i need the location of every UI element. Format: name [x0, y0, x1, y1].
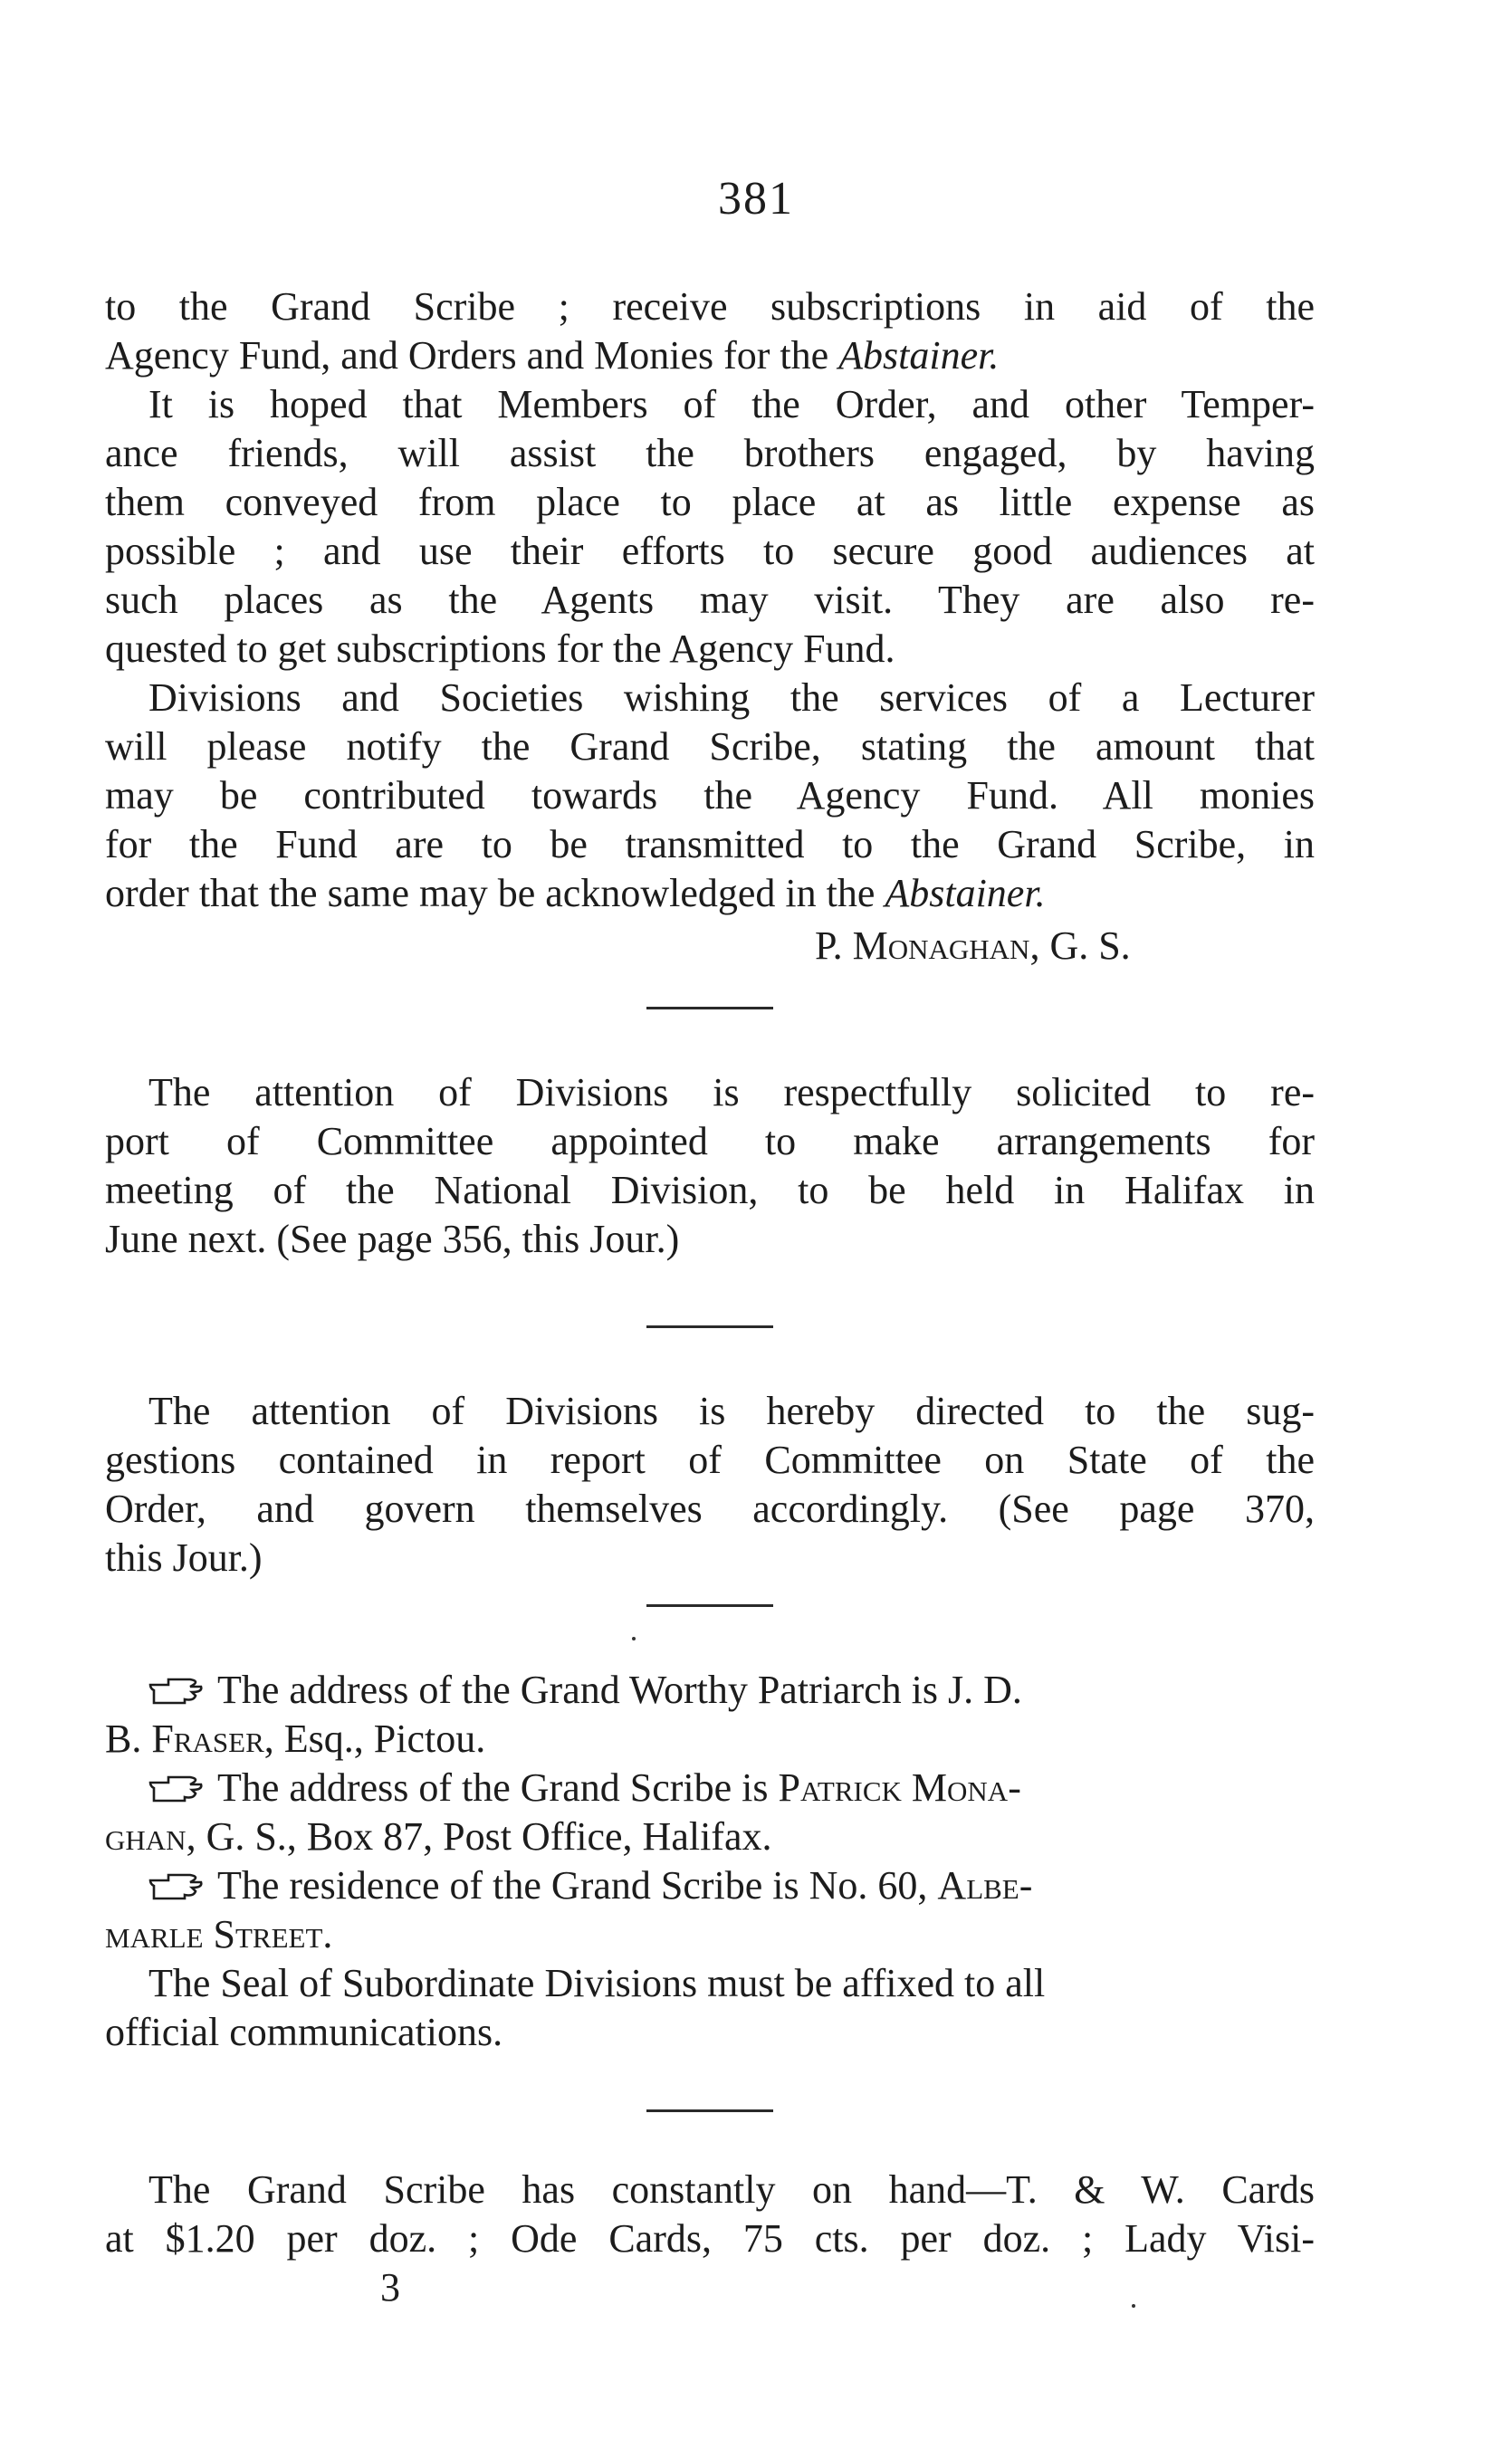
text-line: The attention of Divisions is respectfully solicited to re- [148, 1070, 1315, 1114]
signature-mark: 3 [380, 2265, 400, 2310]
divider [646, 2109, 773, 2112]
text-line: this Jour.) [105, 1535, 263, 1580]
italic-title: Abstainer. [885, 871, 1046, 915]
text-line: meeting of the National Division, to be held in Halifax in [105, 1168, 1315, 1212]
italic-title: Abstainer. [838, 333, 1000, 378]
text-line: order that the same may be acknowledged in the Abstainer. [105, 871, 1046, 915]
text-line: The Grand Scribe has constantly on hand—T. & W. Cards [148, 2167, 1315, 2212]
text-line: Agency Fund, and Orders and Monies for the Abstainer. [105, 333, 1000, 378]
divider [646, 1325, 773, 1328]
signature: P. Monaghan, G. S. [815, 923, 1131, 968]
text-line: official communications. [105, 2010, 503, 2054]
pointing-hand-icon [148, 1767, 205, 1816]
text-line: Order, and govern themselves accordingly. (See page 370, [105, 1487, 1315, 1531]
divider [646, 1604, 773, 1607]
text-line: The address of the Grand Worthy Patriarch is J. D. [148, 1666, 1315, 1718]
text-line: at $1.20 per doz. ; Ode Cards, 75 cts. per doz. ; Lady Visi- [105, 2216, 1315, 2261]
divider [646, 1007, 773, 1009]
text-line: June next. (See page 356, this Jour.) [105, 1217, 680, 1261]
text-line: It is hoped that Members of the Order, and other Temper- [148, 382, 1315, 426]
text-line: gestions contained in report of Committee on State of the [105, 1438, 1315, 1482]
text-line: The residence of the Grand Scribe is No. 60, Albe- [148, 1861, 1315, 1914]
text-line: ance friends, will assist the brothers engaged, by having [105, 431, 1315, 475]
text-line: quested to get subscriptions for the Agency Fund. [105, 626, 895, 671]
text-line: marle Street. [105, 1912, 333, 1956]
text-line: possible ; and use their efforts to secure good audiences at [105, 529, 1315, 573]
text-line: them conveyed from place to place at as little expense as [105, 480, 1315, 524]
text-line: to the Grand Scribe ; receive subscriptions in aid of the [105, 284, 1315, 329]
text-line: for the Fund are to be transmitted to the Grand Scribe, in [105, 822, 1315, 866]
text-line: B. Fraser, Esq., Pictou. [105, 1717, 486, 1761]
text-line: will please notify the Grand Scribe, stating the amount that [105, 724, 1315, 769]
text-line: The Seal of Subordinate Divisions must be affixed to all [148, 1961, 1046, 2005]
ink-dot [632, 1637, 636, 1640]
ink-dot [1132, 2304, 1135, 2308]
text-line: The attention of Divisions is hereby directed to the sug- [148, 1389, 1315, 1433]
text-line: Divisions and Societies wishing the services of a Lecturer [148, 675, 1315, 720]
pointing-hand-icon [148, 1669, 205, 1718]
page-number: 381 [718, 173, 794, 225]
text-line: such places as the Agents may visit. They are also re- [105, 578, 1315, 622]
text-line: ghan, G. S., Box 87, Post Office, Halifax. [105, 1814, 772, 1859]
pointing-hand-icon [148, 1865, 205, 1914]
text-line: port of Committee appointed to make arrangements for [105, 1119, 1315, 1163]
text-line: may be contributed towards the Agency Fund. All monies [105, 773, 1315, 818]
text-line: The address of the Grand Scribe is Patrick Mona- [148, 1764, 1315, 1816]
